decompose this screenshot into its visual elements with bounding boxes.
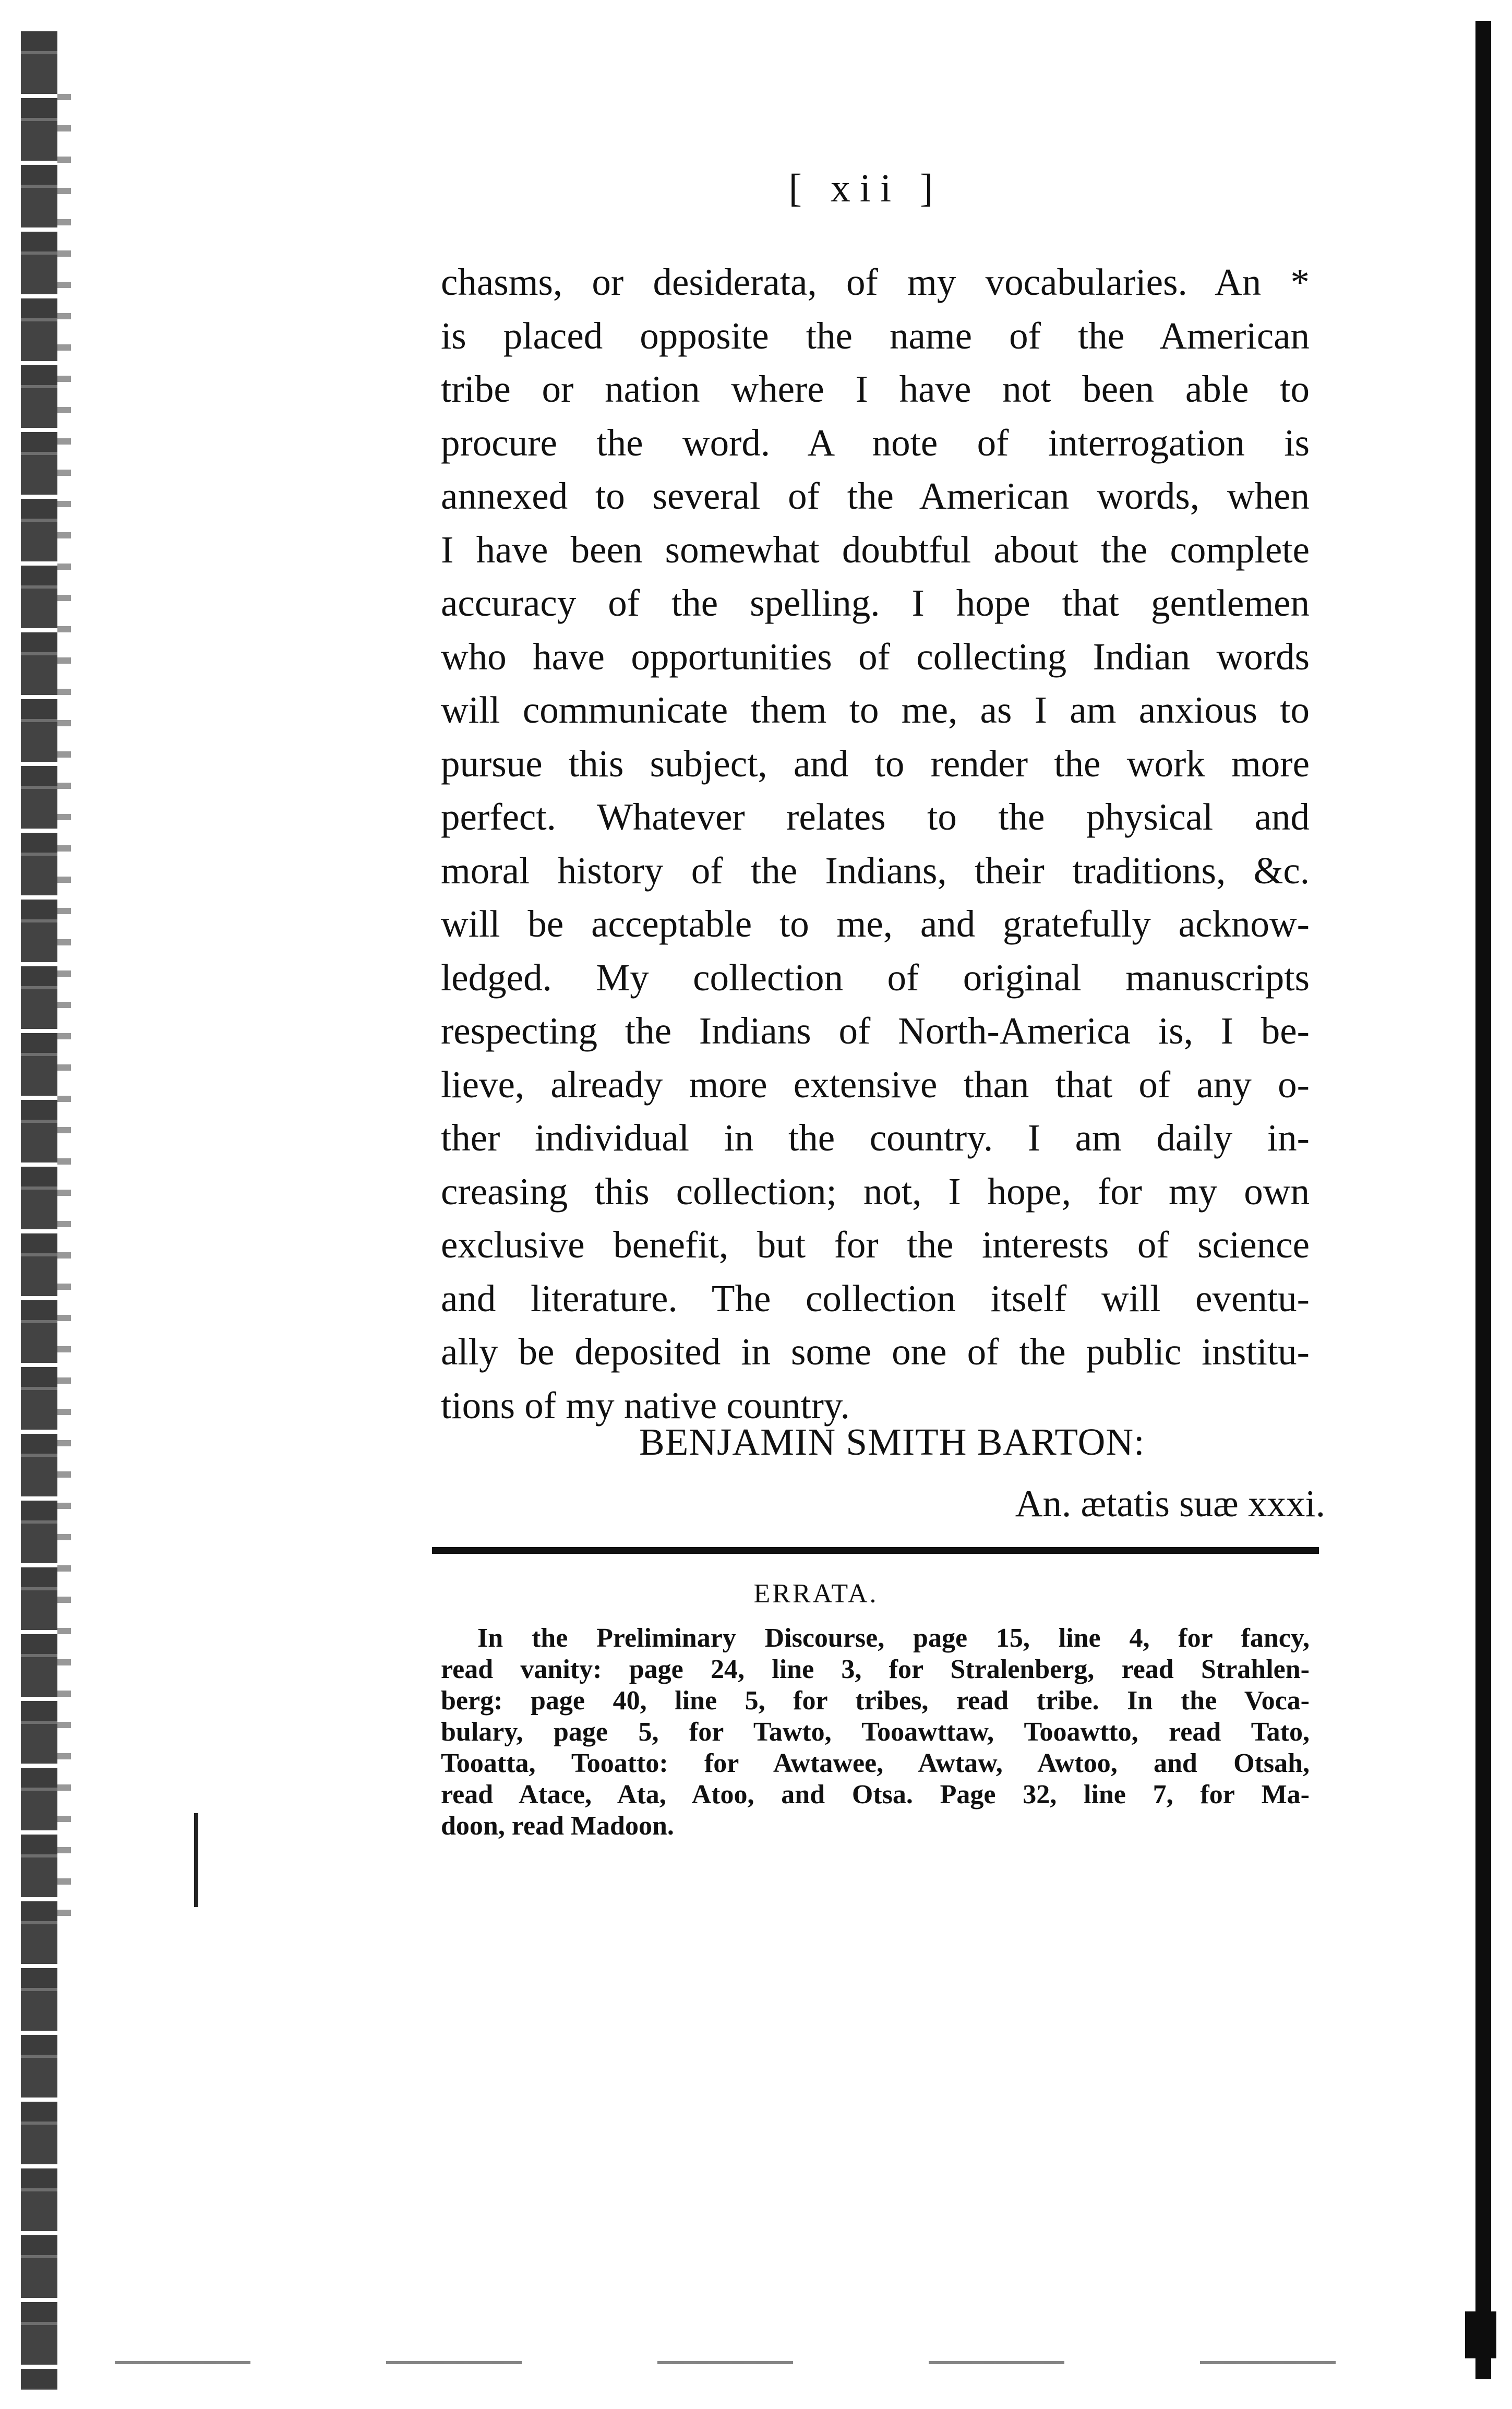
errata-line: read Atace, Ata, Atoo, and Otsa. Page 32, line 7, for Ma- — [441, 1780, 1310, 1809]
body-line: exclusive benefit, but for the interests of science — [441, 1224, 1310, 1266]
errata-line: read vanity: page 24, line 3, for Stralenberg, read Strahlen- — [441, 1655, 1310, 1684]
scan-binding-speckle — [57, 94, 71, 1920]
body-line: will communicate them to me, as I am anxious to — [441, 689, 1310, 731]
body-line: is placed opposite the name of the American — [441, 314, 1310, 357]
author-age: An. ætatis suæ xxxi. — [1015, 1482, 1325, 1525]
scan-binding-shadow — [21, 31, 57, 2390]
body-line: respecting the Indians of North-America is, I be- — [441, 1010, 1310, 1052]
body-line: I have been somewhat doubtful about the complete — [441, 528, 1310, 571]
body-line: moral history of the Indians, their traditions, &c. — [441, 849, 1310, 892]
body-line: chasms, or desiderata, of my vocabularies. An * — [441, 261, 1310, 303]
body-line: will be acceptable to me, and gratefully acknow- — [441, 903, 1310, 945]
errata-line: berg: page 40, line 5, for tribes, read tribe. In the Voca- — [441, 1686, 1310, 1716]
page-number: [ xii ] — [788, 166, 943, 210]
body-line: pursue this subject, and to render the work more — [441, 742, 1310, 785]
body-line: accuracy of the spelling. I hope that gentlemen — [441, 582, 1310, 624]
body-line: annexed to several of the American words, when — [441, 475, 1310, 517]
body-line: lieve, already more extensive than that of any o- — [441, 1063, 1310, 1106]
body-line: who have opportunities of collecting Indian words — [441, 635, 1310, 678]
body-line: and literature. The collection itself will eventu- — [441, 1277, 1310, 1320]
body-line: perfect. Whatever relates to the physical and — [441, 796, 1310, 838]
body-paragraph — [441, 256, 1310, 1432]
body-line: ther individual in the country. I am daily in- — [441, 1117, 1310, 1159]
body-line: procure the word. A note of interrogation is — [441, 421, 1310, 464]
body-line: creasing this collection; not, I hope, for my own — [441, 1170, 1310, 1213]
body-line: ledged. My collection of original manuscripts — [441, 956, 1310, 999]
errata-line: Tooatta, Tooatto: for Awtawee, Awtaw, Awtoo, and Otsah, — [441, 1748, 1310, 1778]
errata-line: In the Preliminary Discourse, page 15, line 4, for fancy, — [477, 1623, 1310, 1653]
author-signature: BENJAMIN SMITH BARTON: — [639, 1421, 1145, 1463]
scan-right-edge-foot — [1465, 2311, 1496, 2358]
errata-line: doon, read Madoon. — [441, 1811, 674, 1841]
body-line: ally be deposited in some one of the public institu- — [441, 1331, 1310, 1373]
scan-bottom-marks — [115, 2361, 1419, 2364]
errata-heading: ERRATA. — [753, 1579, 879, 1609]
body-line: tribe or nation where I have not been able to — [441, 368, 1310, 410]
section-divider — [432, 1547, 1319, 1554]
scan-right-edge — [1475, 21, 1491, 2379]
scan-stray-mark — [194, 1813, 198, 1907]
errata-paragraph — [441, 1623, 1310, 1842]
errata-line: bulary, page 5, for Tawto, Tooawttaw, Tooawtto, read Tato, — [441, 1717, 1310, 1747]
body-line: tions of my native country. — [441, 1384, 850, 1427]
